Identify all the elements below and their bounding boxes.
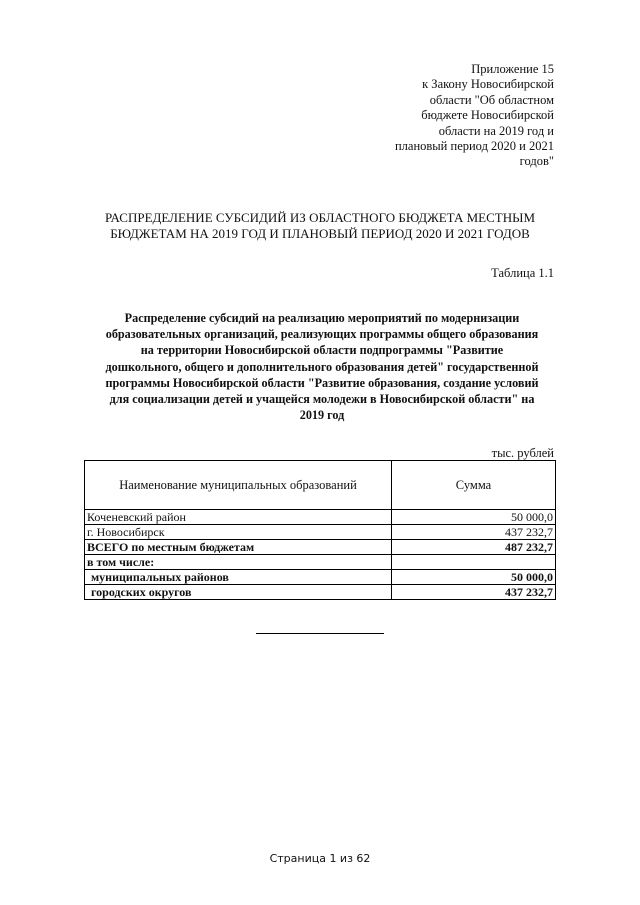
appendix-line: годов" bbox=[519, 154, 554, 169]
main-title bbox=[70, 210, 570, 242]
subtitle-line: Распределение субсидий на реализацию мероприятий по модернизации bbox=[124, 311, 520, 325]
row-sum: 437 232,7 bbox=[392, 585, 556, 600]
row-sum: 487 232,7 bbox=[392, 540, 556, 555]
table-subtitle bbox=[80, 310, 564, 423]
row-name: в том числе: bbox=[85, 555, 392, 570]
row-name: г. Новосибирск bbox=[85, 525, 392, 540]
subtitle-line: программы Новосибирской области "Развитие образования, создание условий bbox=[105, 375, 539, 390]
table-row bbox=[85, 525, 556, 540]
units-label: тыс. рублей bbox=[491, 446, 554, 460]
main-title-line: БЮДЖЕТАМ НА 2019 ГОД И ПЛАНОВЫЙ ПЕРИОД 2020 И 2021 ГОДОВ bbox=[110, 226, 530, 241]
row-sum: 50 000,0 bbox=[392, 510, 556, 525]
appendix-line: к Закону Новосибирской bbox=[422, 77, 554, 92]
header-sum: Сумма bbox=[392, 461, 556, 510]
subtitle-line: 2019 год bbox=[299, 408, 345, 423]
row-name: городских округов bbox=[85, 585, 392, 600]
subtitle-line: для социализации детей и учащейся молодежи в Новосибирской области" на bbox=[109, 392, 535, 407]
row-sum: 50 000,0 bbox=[392, 570, 556, 585]
row-name: муниципальных районов bbox=[85, 570, 392, 585]
appendix-line: бюджете Новосибирской bbox=[421, 108, 554, 123]
table-row bbox=[85, 510, 556, 525]
subsidy-table bbox=[84, 460, 556, 600]
table-row-total bbox=[85, 540, 556, 555]
header-name: Наименование муниципальных образований bbox=[85, 461, 392, 510]
table-row bbox=[85, 585, 556, 600]
row-sum bbox=[392, 555, 556, 570]
appendix-line: плановый период 2020 и 2021 bbox=[394, 139, 554, 154]
table-row bbox=[85, 570, 556, 585]
page-footer: Страница 1 из 62 bbox=[269, 852, 371, 865]
table-header-row bbox=[85, 461, 556, 510]
table-row bbox=[85, 555, 556, 570]
row-name: ВСЕГО по местным бюджетам bbox=[85, 540, 392, 555]
row-sum: 437 232,7 bbox=[392, 525, 556, 540]
subtitle-line: дошкольного, общего и дополнительного образования детей" государственной bbox=[105, 359, 539, 374]
subtitle-line: на территории Новосибирской области подпрограммы "Развитие bbox=[140, 343, 504, 358]
appendix-line: области на 2019 год и bbox=[438, 123, 554, 138]
appendix-line: Приложение 15 bbox=[471, 62, 554, 76]
main-title-line: РАСПРЕДЕЛЕНИЕ СУБСИДИЙ ИЗ ОБЛАСТНОГО БЮДЖЕТА МЕСТНЫМ bbox=[104, 210, 536, 225]
appendix-header bbox=[294, 62, 554, 170]
row-name: Коченевский район bbox=[85, 510, 392, 525]
section-divider bbox=[256, 633, 384, 634]
appendix-line: области "Об областном bbox=[429, 92, 554, 107]
subtitle-line: образовательных организаций, реализующих программы общего образования bbox=[105, 327, 539, 342]
table-number: Таблица 1.1 bbox=[491, 266, 554, 280]
